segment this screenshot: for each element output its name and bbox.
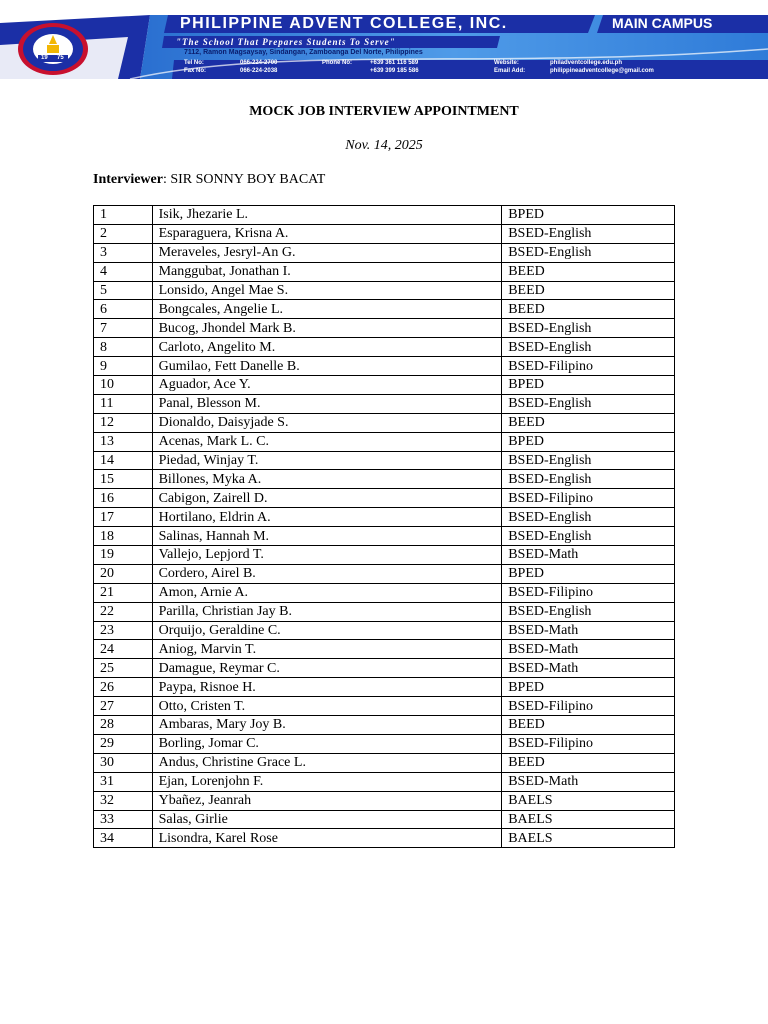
contact-phone-2 (322, 68, 419, 74)
student-name: Otto, Cristen T. (152, 697, 502, 716)
tel-value: 066-224-2700 (240, 60, 278, 66)
student-name: Isik, Jhezarie L. (152, 206, 502, 225)
student-name: Aguador, Ace Y. (152, 376, 502, 395)
table-row (94, 678, 675, 697)
table-row (94, 546, 675, 565)
program-name: BEED (502, 281, 675, 300)
student-name: Ambaras, Mary Joy B. (152, 716, 502, 735)
contact-phone (322, 60, 418, 66)
website-label: Website: (494, 60, 519, 66)
row-number: 26 (94, 678, 153, 697)
table-row (94, 243, 675, 262)
row-number: 2 (94, 224, 153, 243)
table-row (94, 470, 675, 489)
program-name: BSED-Filipino (502, 583, 675, 602)
table-row (94, 697, 675, 716)
program-name: BPED (502, 206, 675, 225)
row-number: 3 (94, 243, 153, 262)
program-name: BEED (502, 716, 675, 735)
row-number: 21 (94, 583, 153, 602)
tel-label: Tel No: (184, 60, 204, 66)
program-name: BEED (502, 300, 675, 319)
college-name: PHILIPPINE ADVENT COLLEGE, INC. (180, 15, 508, 32)
fax-value: 066-224-2038 (240, 68, 278, 74)
program-name: BEED (502, 413, 675, 432)
student-name: Aniog, Marvin T. (152, 640, 502, 659)
program-name: BSED-Filipino (502, 357, 675, 376)
student-name: Borling, Jomar C. (152, 734, 502, 753)
student-name: Damague, Reymar C. (152, 659, 502, 678)
contact-email (494, 68, 654, 74)
program-name: BSED-English (502, 602, 675, 621)
student-name: Carloto, Angelito M. (152, 338, 502, 357)
table-row (94, 734, 675, 753)
program-name: BSED-Math (502, 772, 675, 791)
college-seal (16, 22, 90, 76)
program-name: BSED-Filipino (502, 489, 675, 508)
program-name: BSED-Math (502, 546, 675, 565)
row-number: 7 (94, 319, 153, 338)
table-row (94, 432, 675, 451)
row-number: 15 (94, 470, 153, 489)
row-number: 11 (94, 394, 153, 413)
contact-fax (184, 68, 277, 74)
table-row (94, 791, 675, 810)
row-number: 20 (94, 564, 153, 583)
table-row (94, 602, 675, 621)
program-name: BSED-English (502, 470, 675, 489)
program-name: BSED-Filipino (502, 734, 675, 753)
table-row (94, 394, 675, 413)
row-number: 17 (94, 508, 153, 527)
student-name: Billones, Myka A. (152, 470, 502, 489)
student-name: Ejan, Lorenjohn F. (152, 772, 502, 791)
student-name: Amon, Arnie A. (152, 583, 502, 602)
website-value: philadventcollege.edu.ph (550, 60, 623, 66)
campus-label: MAIN CAMPUS (612, 15, 713, 31)
college-motto: "The School That Prepares Students To Serve" (176, 37, 396, 47)
program-name: BSED-Math (502, 640, 675, 659)
table-row (94, 640, 675, 659)
program-name: BPED (502, 564, 675, 583)
table-row (94, 489, 675, 508)
interviewer-name: : SIR SONNY BOY BACAT (162, 172, 326, 187)
program-name: BPED (502, 432, 675, 451)
student-name: Esparaguera, Krisna A. (152, 224, 502, 243)
phone-label: Phone No: (322, 60, 352, 66)
table-row (94, 281, 675, 300)
student-name: Parilla, Christian Jay B. (152, 602, 502, 621)
program-name: BAELS (502, 791, 675, 810)
contact-tel (184, 60, 277, 66)
program-name: BEED (502, 262, 675, 281)
student-name: Andus, Christine Grace L. (152, 753, 502, 772)
table-row (94, 319, 675, 338)
student-name: Piedad, Winjay T. (152, 451, 502, 470)
document-date: Nov. 14, 2025 (345, 138, 423, 153)
row-number: 5 (94, 281, 153, 300)
student-name: Ybañez, Jeanrah (152, 791, 502, 810)
table-row (94, 376, 675, 395)
phone-value-2: +639 399 185 586 (370, 68, 419, 74)
row-number: 1 (94, 206, 153, 225)
program-name: BSED-Math (502, 659, 675, 678)
program-name: BSED-English (502, 243, 675, 262)
row-number: 22 (94, 602, 153, 621)
student-name: Lonsido, Angel Mae S. (152, 281, 502, 300)
table-row (94, 224, 675, 243)
seal-year-right: 75 (57, 55, 64, 61)
row-number: 9 (94, 357, 153, 376)
table-row (94, 338, 675, 357)
program-name: BPED (502, 678, 675, 697)
student-name: Acenas, Mark L. C. (152, 432, 502, 451)
program-name: BEED (502, 753, 675, 772)
row-number: 32 (94, 791, 153, 810)
program-name: BSED-English (502, 319, 675, 338)
student-name: Hortilano, Eldrin A. (152, 508, 502, 527)
student-name: Vallejo, Lepjord T. (152, 546, 502, 565)
program-name: BSED-Math (502, 621, 675, 640)
row-number: 8 (94, 338, 153, 357)
fax-label: Fax No: (184, 68, 207, 74)
row-number: 23 (94, 621, 153, 640)
row-number: 13 (94, 432, 153, 451)
student-name: Meraveles, Jesryl-An G. (152, 243, 502, 262)
table-row (94, 829, 675, 848)
row-number: 28 (94, 716, 153, 735)
row-number: 34 (94, 829, 153, 848)
student-name: Panal, Blesson M. (152, 394, 502, 413)
phone-value-1: +639 361 116 589 (370, 60, 419, 66)
row-number: 24 (94, 640, 153, 659)
student-name: Manggubat, Jonathan I. (152, 262, 502, 281)
program-name: BSED-English (502, 508, 675, 527)
table-row (94, 357, 675, 376)
program-name: BAELS (502, 829, 675, 848)
student-name: Gumilao, Fett Danelle B. (152, 357, 502, 376)
student-name: Paypa, Risnoe H. (152, 678, 502, 697)
program-name: BSED-English (502, 527, 675, 546)
table-row (94, 262, 675, 281)
row-number: 10 (94, 376, 153, 395)
program-name: BSED-English (502, 451, 675, 470)
row-number: 27 (94, 697, 153, 716)
email-label: Email Add: (494, 68, 526, 74)
row-number: 4 (94, 262, 153, 281)
row-number: 25 (94, 659, 153, 678)
row-number: 19 (94, 546, 153, 565)
seal-year-left: 19 (41, 55, 48, 61)
student-name: Salinas, Hannah M. (152, 527, 502, 546)
student-name: Dionaldo, Daisyjade S. (152, 413, 502, 432)
table-row (94, 659, 675, 678)
program-name: BSED-English (502, 394, 675, 413)
student-name: Cordero, Airel B. (152, 564, 502, 583)
table-row (94, 716, 675, 735)
contact-website (494, 60, 622, 66)
row-number: 33 (94, 810, 153, 829)
program-name: BAELS (502, 810, 675, 829)
college-address: 7112, Ramon Magsaysay, Sindangan, Zamboanga Del Norte, Philippines (184, 49, 423, 56)
interviewee-table (93, 205, 675, 848)
student-name: Salas, Girlie (152, 810, 502, 829)
row-number: 14 (94, 451, 153, 470)
document-title: MOCK JOB INTERVIEW APPOINTMENT (249, 104, 519, 119)
table-row (94, 564, 675, 583)
row-number: 18 (94, 527, 153, 546)
student-name: Bongcales, Angelie L. (152, 300, 502, 319)
row-number: 6 (94, 300, 153, 319)
student-name: Bucog, Jhondel Mark B. (152, 319, 502, 338)
row-number: 31 (94, 772, 153, 791)
table-row (94, 772, 675, 791)
table-row (94, 206, 675, 225)
table-row (94, 413, 675, 432)
student-name: Lisondra, Karel Rose (152, 829, 502, 848)
student-name: Cabigon, Zairell D. (152, 489, 502, 508)
table-row (94, 810, 675, 829)
interviewer-label: Interviewer (93, 172, 163, 187)
table-row (94, 753, 675, 772)
email-value: philippineadventcollege@gmail.com (550, 68, 654, 74)
row-number: 29 (94, 734, 153, 753)
row-number: 12 (94, 413, 153, 432)
interviewee-table-body (94, 206, 675, 848)
row-number: 30 (94, 753, 153, 772)
table-row (94, 300, 675, 319)
program-name: BSED-English (502, 224, 675, 243)
program-name: BSED-English (502, 338, 675, 357)
row-number: 16 (94, 489, 153, 508)
table-row (94, 508, 675, 527)
student-name: Orquijo, Geraldine C. (152, 621, 502, 640)
table-row (94, 583, 675, 602)
letterhead (0, 0, 768, 80)
table-row (94, 451, 675, 470)
interviewer-line (93, 172, 325, 188)
program-name: BSED-Filipino (502, 697, 675, 716)
table-row (94, 621, 675, 640)
table-row (94, 527, 675, 546)
program-name: BPED (502, 376, 675, 395)
